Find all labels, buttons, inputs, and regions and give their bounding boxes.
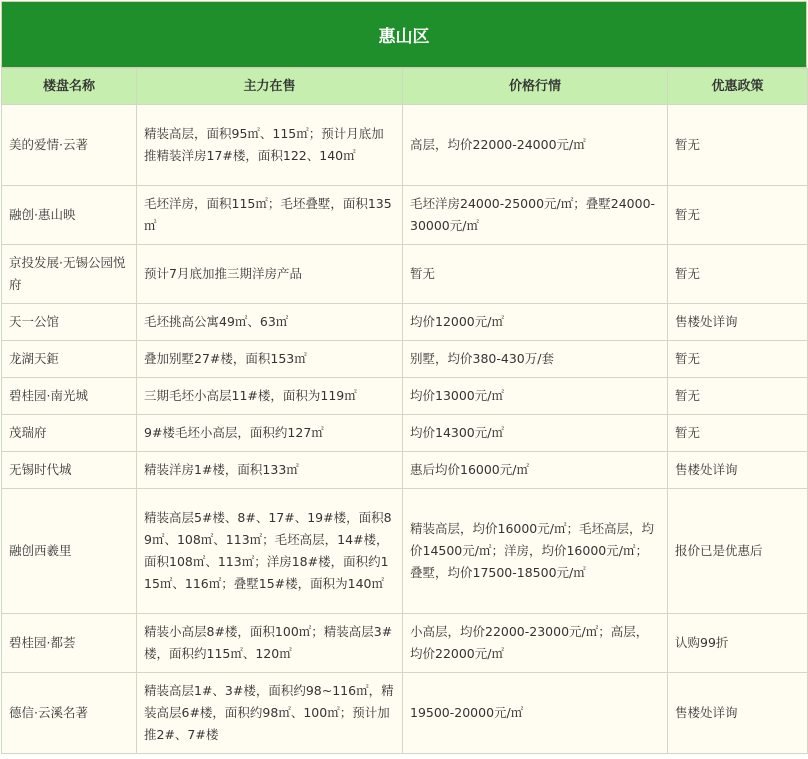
cell-name: 京投发展·无锡公园悦府 (2, 245, 137, 304)
cell-name: 融创西羲里 (2, 489, 137, 614)
cell-sale: 毛坯挑高公寓49㎡、63㎡ (137, 304, 403, 341)
table-row (2, 489, 808, 614)
cell-promo: 售楼处详询 (668, 452, 808, 489)
cell-name: 融创·惠山映 (2, 186, 137, 245)
cell-sale: 毛坯洋房，面积115㎡；毛坯叠墅，面积135㎡ (137, 186, 403, 245)
cell-promo: 暂无 (668, 245, 808, 304)
table-title: 惠山区 (1, 1, 807, 68)
cell-sale: 精装高层，面积95㎡、115㎡；预计月底加推精装洋房17#楼，面积122、140㎡ (137, 105, 403, 186)
cell-promo: 暂无 (668, 105, 808, 186)
table-row (2, 452, 808, 489)
cell-price: 高层，均价22000-24000元/㎡ (403, 105, 668, 186)
cell-sale: 精装小高层8#楼，面积100㎡；精装高层3#楼，面积约115㎡、120㎡ (137, 614, 403, 673)
cell-sale: 精装洋房1#楼，面积133㎡ (137, 452, 403, 489)
cell-promo: 售楼处详询 (668, 304, 808, 341)
table-row (2, 186, 808, 245)
table-row (2, 415, 808, 452)
table-row (2, 673, 808, 754)
cell-promo: 暂无 (668, 378, 808, 415)
cell-name: 茂瑞府 (2, 415, 137, 452)
cell-name: 碧桂园·都荟 (2, 614, 137, 673)
cell-promo: 暂无 (668, 186, 808, 245)
header-price: 价格行情 (403, 69, 668, 105)
table-row (2, 378, 808, 415)
table-row (2, 245, 808, 304)
table-row (2, 304, 808, 341)
cell-promo: 报价已是优惠后 (668, 489, 808, 614)
cell-price: 毛坯洋房24000-25000元/㎡；叠墅24000-30000元/㎡ (403, 186, 668, 245)
cell-price: 均价13000元/㎡ (403, 378, 668, 415)
property-table (1, 68, 808, 754)
table-row (2, 105, 808, 186)
cell-sale: 精装高层1#、3#楼，面积约98~116㎡，精装高层6#楼，面积约98㎡、100㎡；预计加推2#、7#楼 (137, 673, 403, 754)
cell-price: 别墅，均价380-430万/套 (403, 341, 668, 378)
cell-sale: 叠加别墅27#楼，面积153㎡ (137, 341, 403, 378)
cell-promo: 暂无 (668, 415, 808, 452)
cell-sale: 预计7月底加推三期洋房产品 (137, 245, 403, 304)
cell-promo: 认购99折 (668, 614, 808, 673)
cell-promo: 暂无 (668, 341, 808, 378)
header-name: 楼盘名称 (2, 69, 137, 105)
cell-price: 精装高层，均价16000元/㎡；毛坯高层，均价14500元/㎡；洋房，均价16000元/㎡；叠墅，均价17500-18500元/㎡ (403, 489, 668, 614)
cell-name: 美的爱情·云著 (2, 105, 137, 186)
cell-price: 惠后均价16000元/㎡ (403, 452, 668, 489)
header-row (2, 69, 808, 105)
cell-sale: 9#楼毛坯小高层，面积约127㎡ (137, 415, 403, 452)
cell-promo: 售楼处详询 (668, 673, 808, 754)
cell-price: 均价14300元/㎡ (403, 415, 668, 452)
cell-name: 天一公馆 (2, 304, 137, 341)
district-table-panel (1, 1, 807, 757)
header-sale: 主力在售 (137, 69, 403, 105)
cell-price: 暂无 (403, 245, 668, 304)
cell-sale: 三期毛坯小高层11#楼，面积为119㎡ (137, 378, 403, 415)
cell-name: 无锡时代城 (2, 452, 137, 489)
header-promo: 优惠政策 (668, 69, 808, 105)
cell-price: 小高层，均价22000-23000元/㎡；高层，均价22000元/㎡ (403, 614, 668, 673)
table-row (2, 341, 808, 378)
cell-price: 均价12000元/㎡ (403, 304, 668, 341)
cell-name: 龙湖天鉅 (2, 341, 137, 378)
table-row (2, 614, 808, 673)
cell-price: 19500-20000元/㎡ (403, 673, 668, 754)
cell-name: 德信·云溪名著 (2, 673, 137, 754)
cell-name: 碧桂园·南光城 (2, 378, 137, 415)
cell-sale: 精装高层5#楼、8#、17#、19#楼，面积89㎡、108㎡、113㎡；毛坯高层，14#楼，面积108㎡、113㎡；洋房18#楼，面积约115㎡、116㎡；叠墅15#楼，面积为140㎡ (137, 489, 403, 614)
